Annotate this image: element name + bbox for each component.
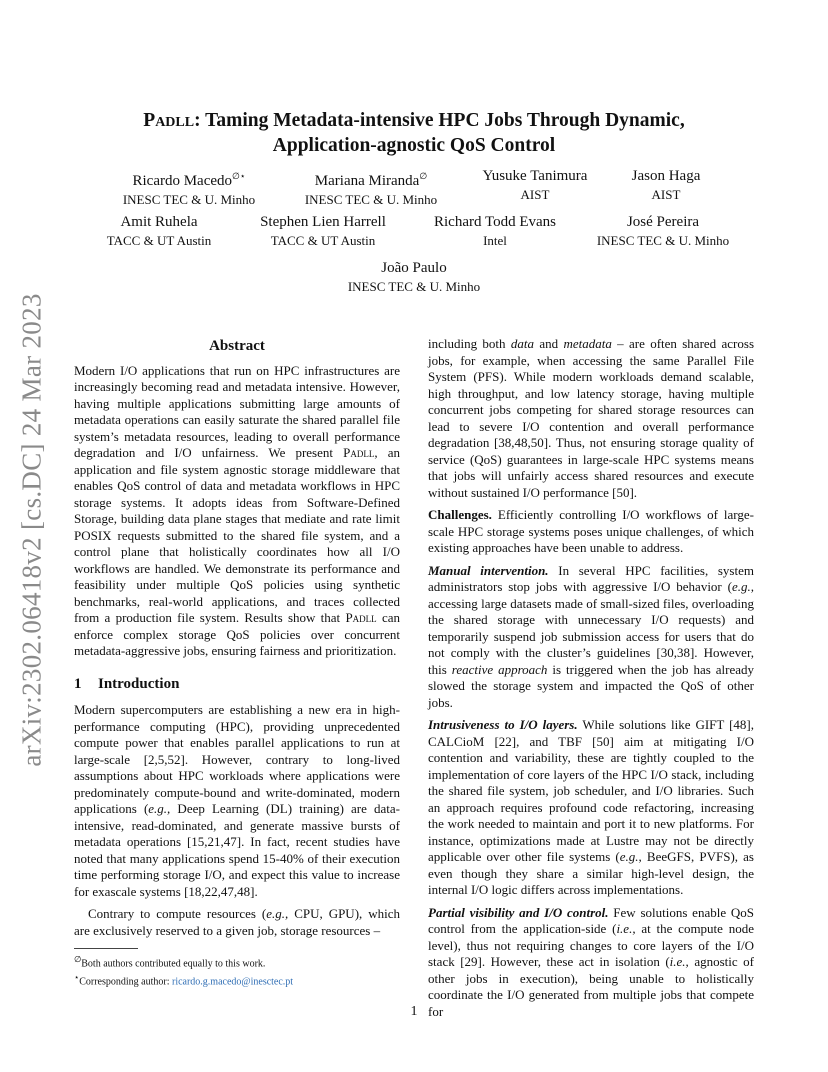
- author-6: [236, 212, 410, 250]
- right-column: [428, 336, 754, 1026]
- title-system-name: Padll: [143, 110, 195, 131]
- text-part: and: [534, 336, 564, 351]
- intro-paragraph-2: [74, 906, 400, 939]
- text-part: In several HPC facilities, system administrators stop jobs with aggressive I/O behavior (: [428, 562, 754, 594]
- author-affiliation: TACC & UT Austin: [270, 233, 376, 248]
- author-affiliation: TACC & UT Austin: [106, 233, 212, 248]
- text-italic: data: [510, 336, 535, 351]
- author-name: João Paulo: [381, 260, 447, 276]
- author-1: [104, 166, 274, 209]
- challenges-paragraph: [428, 507, 754, 557]
- footnotes: [74, 948, 400, 990]
- text-part: Contrary to compute resources (: [88, 906, 267, 921]
- text-part: Modern supercomputers are establishing a new era in high-performance computing (HPC), providing unprecedented compute power that enables parallel applications to run at large-scale [2,5,52]. However, contrary to long-lived assumptions about HPC workloads where applications were predominately compute-bound and write-dominated, modern applications (: [74, 702, 400, 816]
- text-italic: i.e.,: [669, 954, 689, 969]
- text-italic: e.g.,: [148, 801, 171, 816]
- author-mark: ∅: [419, 171, 428, 181]
- title-line2: Application-agnostic QoS Control: [272, 135, 556, 156]
- footnote-mark: ∅: [74, 955, 82, 964]
- footnote-2: [74, 971, 400, 989]
- text-part: including both: [428, 336, 511, 351]
- text-italic: e.g.,: [266, 906, 289, 921]
- paragraph-heading: Partial visibility and I/O control.: [428, 904, 609, 920]
- author-name: José Pereira: [626, 214, 700, 230]
- author-name: Yusuke Tanimura: [482, 168, 588, 184]
- paper-title: [74, 108, 754, 158]
- text-part: is triggered when the job has already slowed the storage system and impacted the QoS of other jobs.: [428, 661, 754, 710]
- text-part: at the compute node level), thus not requiring changes to core layers of the I/O stack [29]. However, these act in isolation (: [428, 921, 754, 969]
- section-title: Introduction: [98, 675, 180, 692]
- paragraph-heading: Manual intervention.: [428, 562, 549, 578]
- text-italic: e.g.,: [731, 579, 754, 594]
- text-italic: reactive approach: [451, 661, 548, 677]
- author-5: [84, 212, 234, 250]
- author-8: [578, 212, 748, 250]
- author-3: [460, 166, 610, 204]
- footnote-mark: ⋆: [74, 973, 80, 983]
- abstract-part: Modern I/O applications that run on HPC infrastructures are increasingly becoming read and metadata intensive. However, having multiple applications submitting large amounts of metadata operations can easily saturate the shared parallel file system’s metadata resources, leading to overall performance degradation and I/O unfairness. We present: [74, 362, 400, 460]
- footnote-rule: [74, 948, 138, 949]
- author-name: Jason Haga: [631, 168, 701, 184]
- text-part: Few solutions enable QoS control from the application-side (: [428, 904, 754, 936]
- footnote-text: Corresponding author:: [79, 976, 172, 988]
- author-affiliation: INESC TEC & U. Minho: [304, 192, 438, 207]
- abstract-part: , an application and file system agnostic storage middleware that enables QoS control of data and metadata workflows in HPC storage systems. It adopts ideas from Software-Defined Storage, building data plane stages that mediate and rate limit POSIX requests submitted to the shared file system, and a control plane that holistically coordinates how all I/O workflows are handled. We demonstrate its performance and feasibility under multiple QoS policies using synthetic benchmarks, real-world applications, and traces collected from a production file system. Results show that: [74, 445, 400, 625]
- author-name: Ricardo Macedo: [132, 173, 233, 189]
- author-4: [606, 166, 726, 204]
- text-part: CPU, GPU), which are exclusively reserved to a given job, storage resources –: [74, 906, 400, 938]
- author-name: Mariana Miranda: [314, 173, 420, 189]
- section-heading-introduction: [74, 676, 400, 693]
- partial-visibility-paragraph: [428, 905, 754, 1021]
- abstract-heading: Abstract: [209, 338, 265, 354]
- section-number: 1: [74, 675, 82, 692]
- author-name: Richard Todd Evans: [434, 214, 556, 230]
- manual-intervention-paragraph: [428, 563, 754, 712]
- title-line1: : Taming Metadata-intensive HPC Jobs Through Dynamic,: [194, 110, 685, 131]
- author-2: [286, 166, 456, 209]
- intro-paragraph-1: [74, 702, 400, 900]
- author-mark: ∅⋆: [232, 171, 246, 181]
- author-affiliation: INESC TEC & U. Minho: [347, 279, 481, 294]
- arxiv-identifier-text: arXiv:2302.06418v2 [cs.DC] 24 Mar 2023: [16, 293, 47, 767]
- text-part: Efficiently controlling I/O workflows of large-scale HPC storage systems poses unique challenges, of which existing approaches have been unable to address.: [428, 507, 754, 555]
- page-number: 1: [410, 1004, 418, 1019]
- text-part: BeeGFS, PVFS), as even though they share a similar high-level design, the internal I/O logic differs across implementations.: [428, 849, 754, 897]
- text-part: While solutions like GIFT [48], CALCioM [22], and TBF [50] aim at mitigating I/O contention and variability, these are tightly coupled to the implementation of core layers of the HPC I/O stack, including the shared file system, job scheduler, and I/O libraries. Such an approach requires profound code refactoring, increasing the work needed to maintain and port it to new platforms. For instance, optimizations made at Lustre may not be directly applicable over other file systems (: [428, 717, 754, 864]
- author-affiliation: Intel: [483, 233, 507, 248]
- author-9: [329, 258, 499, 296]
- author-affiliation: AIST: [520, 187, 550, 202]
- text-part: – are often shared across jobs, for example, when accessing the same Parallel File System (PFS). While modern workloads demand scalable, high throughput, and low latency storage, having multiple concurrent jobs competing for shared storage resources can lead to severe I/O contention and overall performance degradation [38,48,50]. Thus, not ensuring storage quality of service (QoS) guarantees in large-scale HPC systems means that jobs will unfairly access shared resources and execute without sustained I/O performance [50].: [428, 336, 754, 500]
- system-name: Padll: [345, 610, 377, 625]
- abstract-text: [74, 363, 400, 660]
- author-affiliation: AIST: [651, 187, 681, 202]
- arxiv-identifier: [12, 270, 52, 790]
- abstract-part: can enforce complex storage QoS policies over concurrent metadata-aggressive jobs, ensuring fairness and prioritization.: [74, 610, 400, 658]
- intrusiveness-paragraph: [428, 717, 754, 899]
- text-part: Deep Learning (DL) training) are data-intensive, read-dominated, and generate massive bursts of metadata operations [15,21,47]. In fact, recent studies have noted that many applications spend 15-40% of their execution time performing storage I/O, and expect this value to increase for exascale systems [18,22,47,48].: [74, 801, 401, 899]
- right-paragraph-1: [428, 336, 754, 501]
- text-italic: i.e.,: [616, 921, 636, 936]
- author-name: Stephen Lien Harrell: [260, 214, 386, 230]
- author-name: Amit Ruhela: [120, 214, 198, 230]
- paragraph-heading: Intrusiveness to I/O layers.: [428, 717, 578, 732]
- text-part: accessing large datasets made of small-sized files, overloading the shared storage with unnecessary I/O requests) and temporarily suspend job submission access for users that do not comply with the cluster’s guidelines [30,38]. However, this: [428, 595, 754, 677]
- paragraph-heading: Challenges.: [428, 507, 492, 522]
- email-link[interactable]: ricardo.g.macedo@inesctec.pt: [171, 976, 294, 988]
- author-affiliation: INESC TEC & U. Minho: [596, 233, 730, 248]
- footnote-1: [74, 953, 400, 971]
- footnote-text: Both authors contributed equally to this work.: [81, 958, 266, 970]
- system-name: Padll: [343, 445, 375, 460]
- text-italic: e.g.,: [619, 849, 642, 864]
- author-7: [410, 212, 580, 250]
- left-column: [74, 336, 400, 945]
- text-italic: metadata: [563, 336, 612, 351]
- author-affiliation: INESC TEC & U. Minho: [122, 192, 256, 207]
- text-part: agnostic of other jobs in execution), being unable to holistically coordinate the I/O generated from multiple jobs that compete for: [428, 954, 754, 1019]
